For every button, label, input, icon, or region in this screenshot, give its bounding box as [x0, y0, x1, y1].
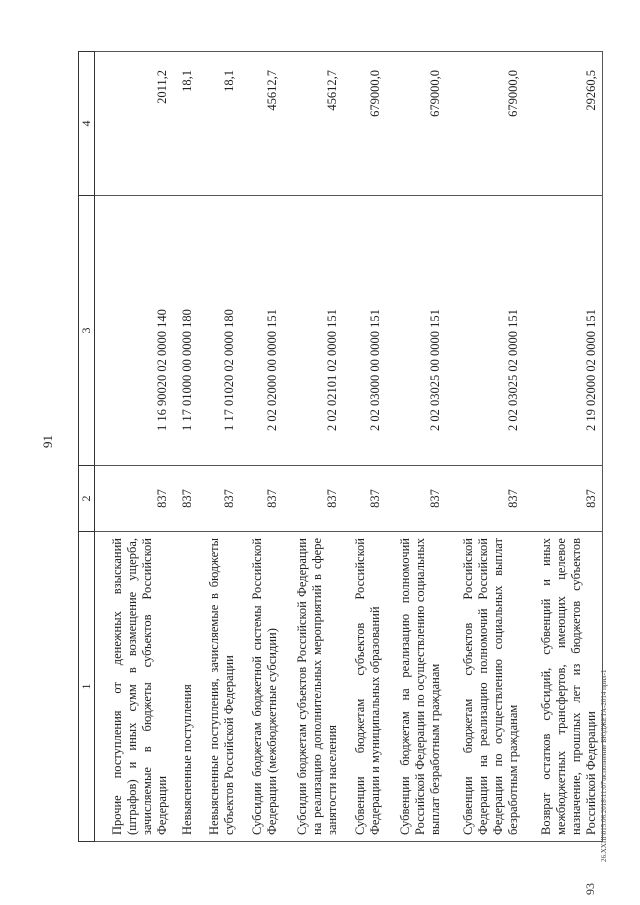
table-row [283, 52, 343, 842]
header-row [79, 52, 95, 842]
page-number-bottom: 93 [583, 883, 597, 895]
header-col-4: 4 [79, 52, 95, 196]
row-name: Невыясненные поступления [173, 532, 198, 842]
row-kbk: 2 02 03000 00 0000 151 [343, 196, 386, 466]
row-admin-code: 837 [343, 466, 386, 532]
table-row [446, 52, 524, 842]
row-admin-code: 837 [173, 466, 198, 532]
rotated-table-wrapper [78, 52, 603, 842]
budget-table [78, 51, 603, 842]
row-name: Прочие поступления от денежных взысканий (штрафов) и иных сумм в возмещение ущерба, зачисляемые в бюджеты субъектов Российской Федерации [95, 532, 174, 842]
row-amount: 18,1 [198, 52, 241, 196]
row-kbk: 1 16 90020 02 0000 140 [95, 196, 174, 466]
row-name: Субсидии бюджетам субъектов Российской Федерации на реализацию дополнительных мероприятий в сфере занятости населения [283, 532, 343, 842]
table-row [524, 52, 603, 842]
footer-file-code: 26.XXIII\015.06.2018\11:07\исполнение БЮДЖЕТА-2014 прил-1 [600, 669, 608, 862]
table-row [198, 52, 241, 842]
table-row [386, 52, 446, 842]
header-col-3: 3 [79, 196, 95, 466]
header-col-1: 1 [79, 532, 95, 842]
row-amount: 679000,0 [446, 52, 524, 196]
row-name: Невыясненные поступления, зачисляемые в бюджеты субъектов Российской Федерации [198, 532, 241, 842]
row-kbk: 2 02 03025 00 0000 151 [386, 196, 446, 466]
row-kbk: 2 19 02000 02 0000 151 [524, 196, 603, 466]
row-admin-code: 837 [386, 466, 446, 532]
row-amount: 2011,2 [95, 52, 174, 196]
header-col-2: 2 [79, 466, 95, 532]
row-kbk: 2 02 02101 02 0000 151 [283, 196, 343, 466]
row-name: Субсидии бюджетам бюджетной системы Российской Федерации (межбюджетные субсидии) [240, 532, 283, 842]
row-amount: 29260,5 [524, 52, 603, 196]
table-row [173, 52, 198, 842]
table-row [95, 52, 174, 842]
row-name: Возврат остатков субсидий, субвенций и иных межбюджетных трансфертов, имеющих целевое назначение, прошлых лет из бюджетов субъектов Российской Федерации [524, 532, 603, 842]
row-amount: 679000,0 [343, 52, 386, 196]
row-amount: 45612,7 [240, 52, 283, 196]
row-kbk: 2 02 03025 02 0000 151 [446, 196, 524, 466]
table-row [343, 52, 386, 842]
row-amount: 45612,7 [283, 52, 343, 196]
row-amount: 679000,0 [386, 52, 446, 196]
row-admin-code: 837 [446, 466, 524, 532]
row-name: Субвенции бюджетам субъектов Российской Федерации на реализацию полномочий Российской Федерации по осуществлению социальных выплат безработным гражданам [446, 532, 524, 842]
table-row [240, 52, 283, 842]
row-kbk: 1 17 01020 02 0000 180 [198, 196, 241, 466]
row-admin-code: 837 [198, 466, 241, 532]
row-admin-code: 837 [95, 466, 174, 532]
row-admin-code: 837 [283, 466, 343, 532]
row-admin-code: 837 [524, 466, 603, 532]
row-name: Субвенции бюджетам на реализацию полномочий Российской Федерации по осуществлению социальных выплат безработным гражданам [386, 532, 446, 842]
row-admin-code: 837 [240, 466, 283, 532]
page-number-top: 91 [40, 435, 55, 448]
row-kbk: 2 02 02000 00 0000 151 [240, 196, 283, 466]
row-kbk: 1 17 01000 00 0000 180 [173, 196, 198, 466]
row-amount: 18,1 [173, 52, 198, 196]
row-name: Субвенции бюджетам субъектов Российской Федерации и муниципальных образований [343, 532, 386, 842]
